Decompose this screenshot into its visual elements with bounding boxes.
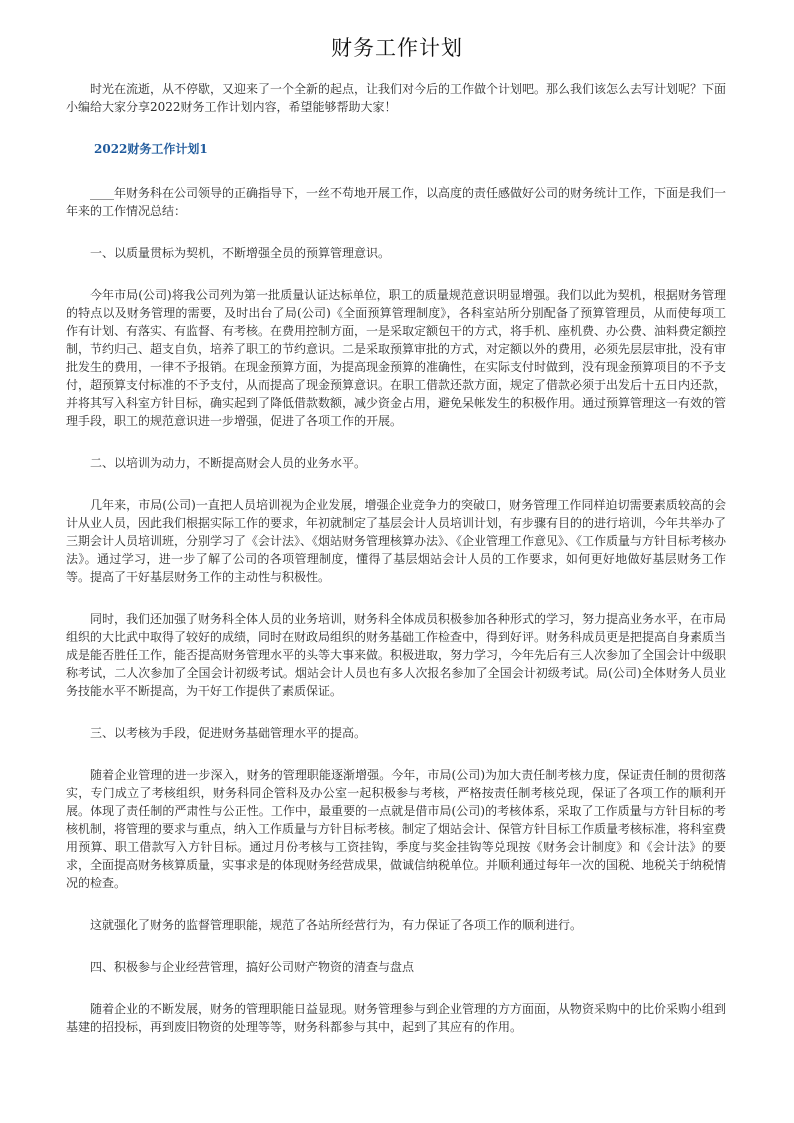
paragraph-assessment: 随着企业管理的进一步深入，财务的管理职能逐渐增强。今年，市局(公司)为加大责任制考核力度，保证责任制的贯彻落实，专门成立了考核组织，财务科同企管科及办公室一起积极参与考核，严格按责任制考核兑现，保证了各项工作的顺利开展。体现了责任制的严肃性与公正性。工作中，最重要的一点就是借市局(公司)的考核体系，采取了工作质量与方针目标的考核机制，将管理的要求与重点，纳入工作质量与方针目标考核。制定了烟站会计、保管方针目标工作质量考核标准，将科室费用预算、职工借款写入方针目标。通过月份考核与工资挂钩，季度与奖金挂钩等兑现按《财务会计制度》和《会计法》的要求，全面提高财务核算质量，实事求是的体现财务经营成果，做诚信纳税单位。并顺利通过每年一次的国税、地税关于纳税情况的检查。 bbox=[66, 768, 727, 890]
paragraph-supervision: 这就强化了财务的监督管理职能，规范了各站所经营行为，有力保证了各项工作的顺利进行。 bbox=[90, 918, 583, 932]
heading-one: 一、以质量贯标为契机，不断增强全员的预算管理意识。 bbox=[90, 246, 391, 260]
document-body bbox=[66, 80, 726, 1036]
paragraph-asset-check: 随着企业的不断发展，财务的管理职能日益显现。财务管理参与到企业管理的方方面面，从物资采购中的比价采购小组到基建的招投标，再到废旧物资的处理等等，财务科都参与其中，起到了其应有的作用。 bbox=[66, 1002, 727, 1034]
paragraph-staff-study: 同时，我们还加强了财务科全体人员的业务培训，财务科全体成员积极参加各种形式的学习，努力提高业务水平，在市局组织的大比武中取得了较好的成绩，同时在财政局组织的财务基础工作检查中，得到好评。财务科成员更是把提高自身素质当成是能否胜任工作，能否提高财务管理水平的头等大事来做。积极进取，努力学习，今年先后有三人次参加了全国会计中级职称考试，二人次参加了全国会计初级考试。烟站会计人员也有多人次报名参加了全国会计初级考试。局(公司)全体财务人员业务技能水平不断提高，为干好工作提供了素质保证。 bbox=[66, 612, 727, 698]
document-title: 财务工作计划 bbox=[331, 36, 463, 60]
heading-four: 四、积极参与企业经营管理，搞好公司财产物资的清查与盘点 bbox=[90, 960, 415, 974]
paragraph-training: 几年来，市局(公司)一直把人员培训视为企业发展，增强企业竞争力的突破口，财务管理工作同样迫切需要素质较高的会计从业人员，因此我们根据实际工作的要求，年初就制定了基层会计人员培训计划，有步骤有目的的进行培训，今年共举办了三期会计人员培训班，分别学习了《会计法》、《烟站财务管理核算办法》、《企业管理工作意见》、《工作质量与方针目标考核办法》。通过学习，进一步了解了公司的各项管理制度，懂得了基层烟站会计人员的工作要求，如何更好地做好基层财务工作等。提高了干好基层财务工作的主动性与积极性。 bbox=[66, 498, 727, 584]
section-title: 2022财务工作计划1 bbox=[94, 142, 208, 156]
heading-three: 三、以考核为手段，促进财务基础管理水平的提高。 bbox=[90, 726, 367, 740]
intro-paragraph: 时光在流逝，从不停歇，又迎来了一个全新的起点，让我们对今后的工作做个计划吧。那么我们该怎么去写计划呢？下面小编给大家分享2022财务工作计划内容，希望能够帮助大家！ bbox=[66, 82, 727, 114]
heading-two: 二、以培训为动力，不断提高财会人员的业务水平。 bbox=[90, 456, 367, 470]
paragraph-opening: ____年财务科在公司领导的正确指导下，一丝不苟地开展工作，以高度的责任感做好公司的财务统计工作，下面是我们一年来的工作情况总结： bbox=[66, 186, 727, 218]
paragraph-budget: 今年市局(公司)将我公司列为第一批质量认证达标单位，职工的质量规范意识明显增强。我们以此为契机，根据财务管理的特点以及财务管理的需要，及时出台了局(公司)《全面预算管理制度》，各科室站所分别配备了预算管理员，从而使每项工作有计划、有落实、有监督、有考核。在费用控制方面，一是采取定额包干的方式，将手机、座机费、办公费、油料费定额控制，节约归己、超支自负，培养了职工的节约意识。二是采取预算审批的方式，对定额以外的费用，必须先层层审批，没有审批发生的费用，一律不予报销。在现金预算方面，为提高现金预算的准确性，在实际支付时做到，没有现金预算项目的不予支付，超预算支付标准的不予支付，从而提高了现金预算意识。在职工借款还款方面，规定了借款必须于出发后十五日内还款，并将其写入科室方针目标，确实起到了降低借款数额，减少资金占用，避免呆帐发生的积极作用。通过预算管理这一有效的管理手段，职工的规范意识进一步增强，促进了各项工作的开展。 bbox=[66, 288, 727, 428]
